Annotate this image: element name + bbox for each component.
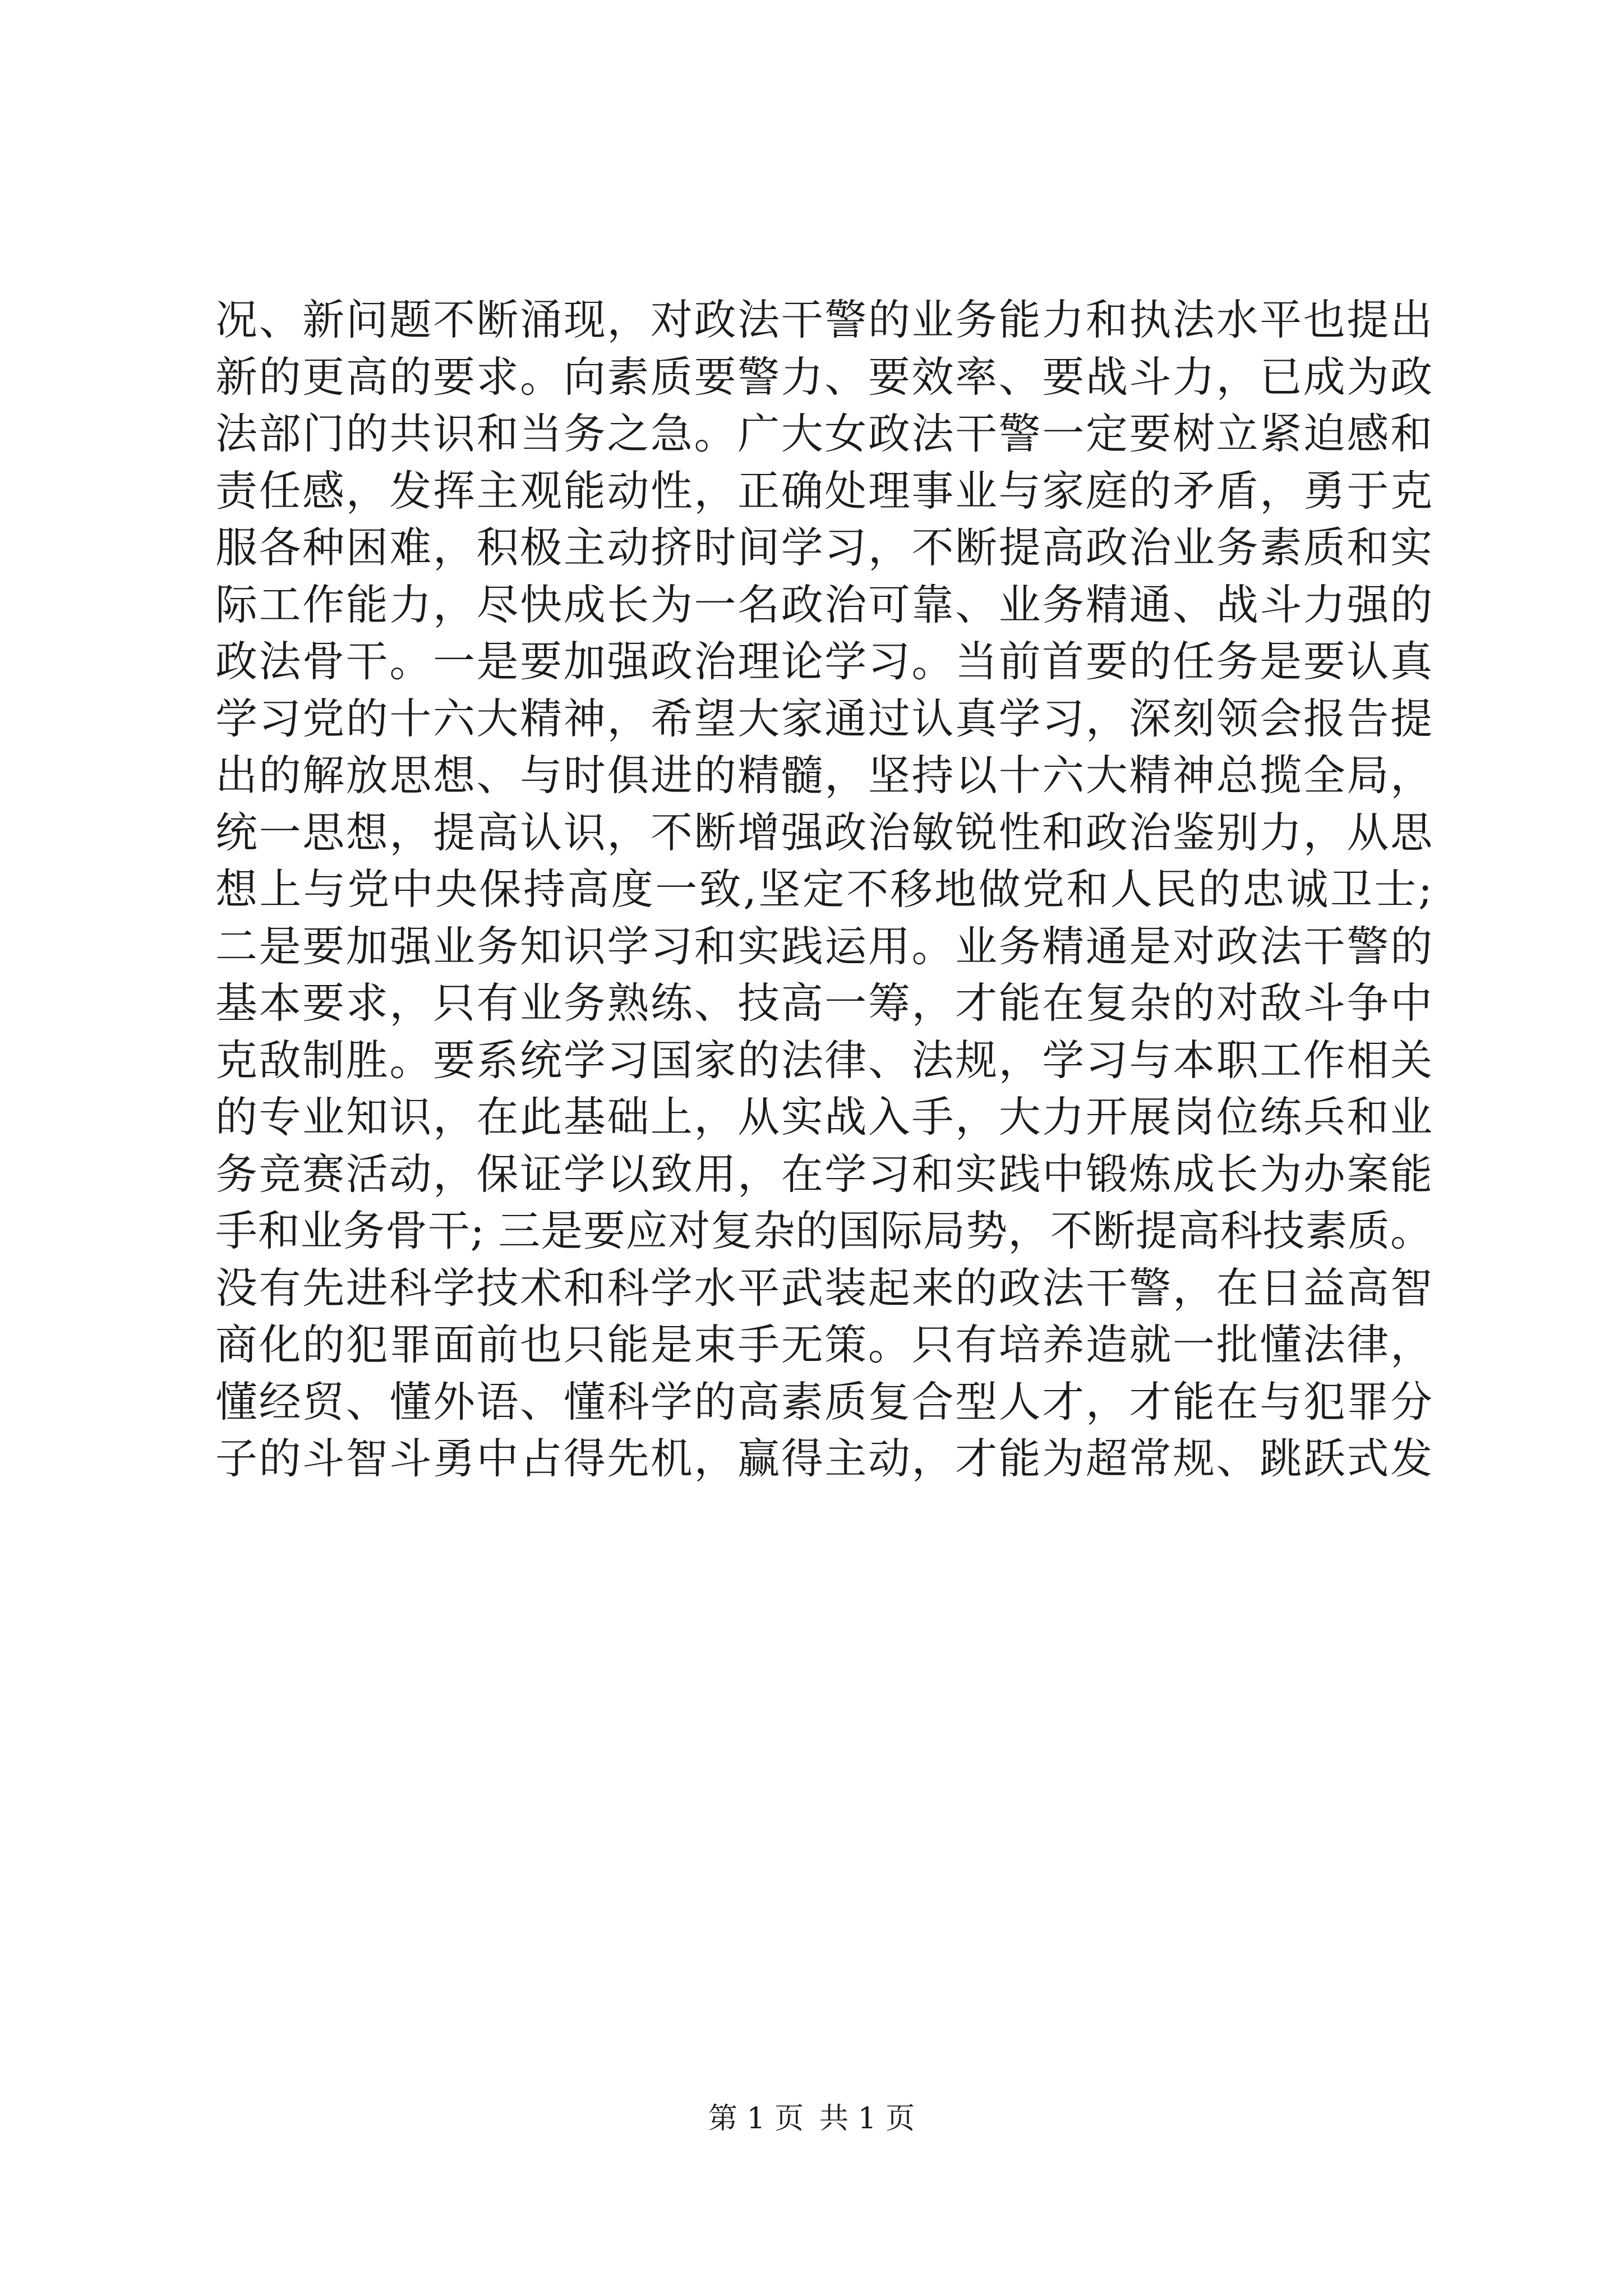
page-footer [0, 2099, 1623, 2138]
text-line: 的专业知识，在此基础上，从实战入手，大力开展岗位练兵和业 [215, 1092, 1432, 1142]
text-line: 服各种困难，积极主动挤时间学习，不断提高政治业务素质和实 [215, 523, 1432, 572]
page-number-total: 共 1 页 [819, 2102, 915, 2136]
text-line: 子的斗智斗勇中占得先机，赢得主动，才能为超常规、跳跃式发 [215, 1434, 1432, 1483]
text-line: 想上与党中央保持高度一致,坚定不移地做党和人民的忠诚卫士; [215, 864, 1432, 914]
text-line: 手和业务骨干; 三是要应对复杂的国际局势，不断提高科技素质。 [215, 1206, 1432, 1255]
page-number-current: 第 1 页 [708, 2102, 804, 2136]
text-line: 出的解放思想、与时俱进的精髓，坚持以十六大精神总揽全局， [215, 751, 1432, 800]
text-line: 克敌制胜。要系统学习国家的法律、法规，学习与本职工作相关 [215, 1035, 1432, 1085]
text-line: 基本要求，只有业务熟练、技高一筹，才能在复杂的对敌斗争中 [215, 978, 1432, 1028]
text-line: 政法骨干。一是要加强政治理论学习。当前首要的任务是要认真 [215, 637, 1432, 686]
body-text [215, 292, 1432, 1488]
text-line: 统一思想，提高认识，不断增强政治敏锐性和政治鉴别力，从思 [215, 807, 1432, 857]
text-line: 学习党的十六大精神，希望大家通过认真学习，深刻领会报告提 [215, 693, 1432, 743]
text-line: 务竞赛活动，保证学以致用，在学习和实践中锻炼成长为办案能 [215, 1149, 1432, 1199]
text-line: 懂经贸、懂外语、懂科学的高素质复合型人才，才能在与犯罪分 [215, 1377, 1432, 1427]
text-line: 新的更高的要求。向素质要警力、要效率、要战斗力，已成为政 [215, 352, 1432, 402]
text-line: 没有先进科学技术和科学水平武装起来的政法干警，在日益高智 [215, 1263, 1432, 1313]
text-line: 法部门的共识和当务之急。广大女政法干警一定要树立紧迫感和 [215, 409, 1432, 458]
text-line: 二是要加强业务知识学习和实践运用。业务精通是对政法干警的 [215, 921, 1432, 971]
text-line: 况、新问题不断涌现，对政法干警的业务能力和执法水平也提出 [215, 295, 1432, 344]
text-line: 际工作能力，尽快成长为一名政治可靠、业务精通、战斗力强的 [215, 579, 1432, 629]
text-line: 责任感，发挥主观能动性，正确处理事业与家庭的矛盾，勇于克 [215, 466, 1432, 516]
text-line: 商化的犯罪面前也只能是束手无策。只有培养造就一批懂法律， [215, 1320, 1432, 1369]
